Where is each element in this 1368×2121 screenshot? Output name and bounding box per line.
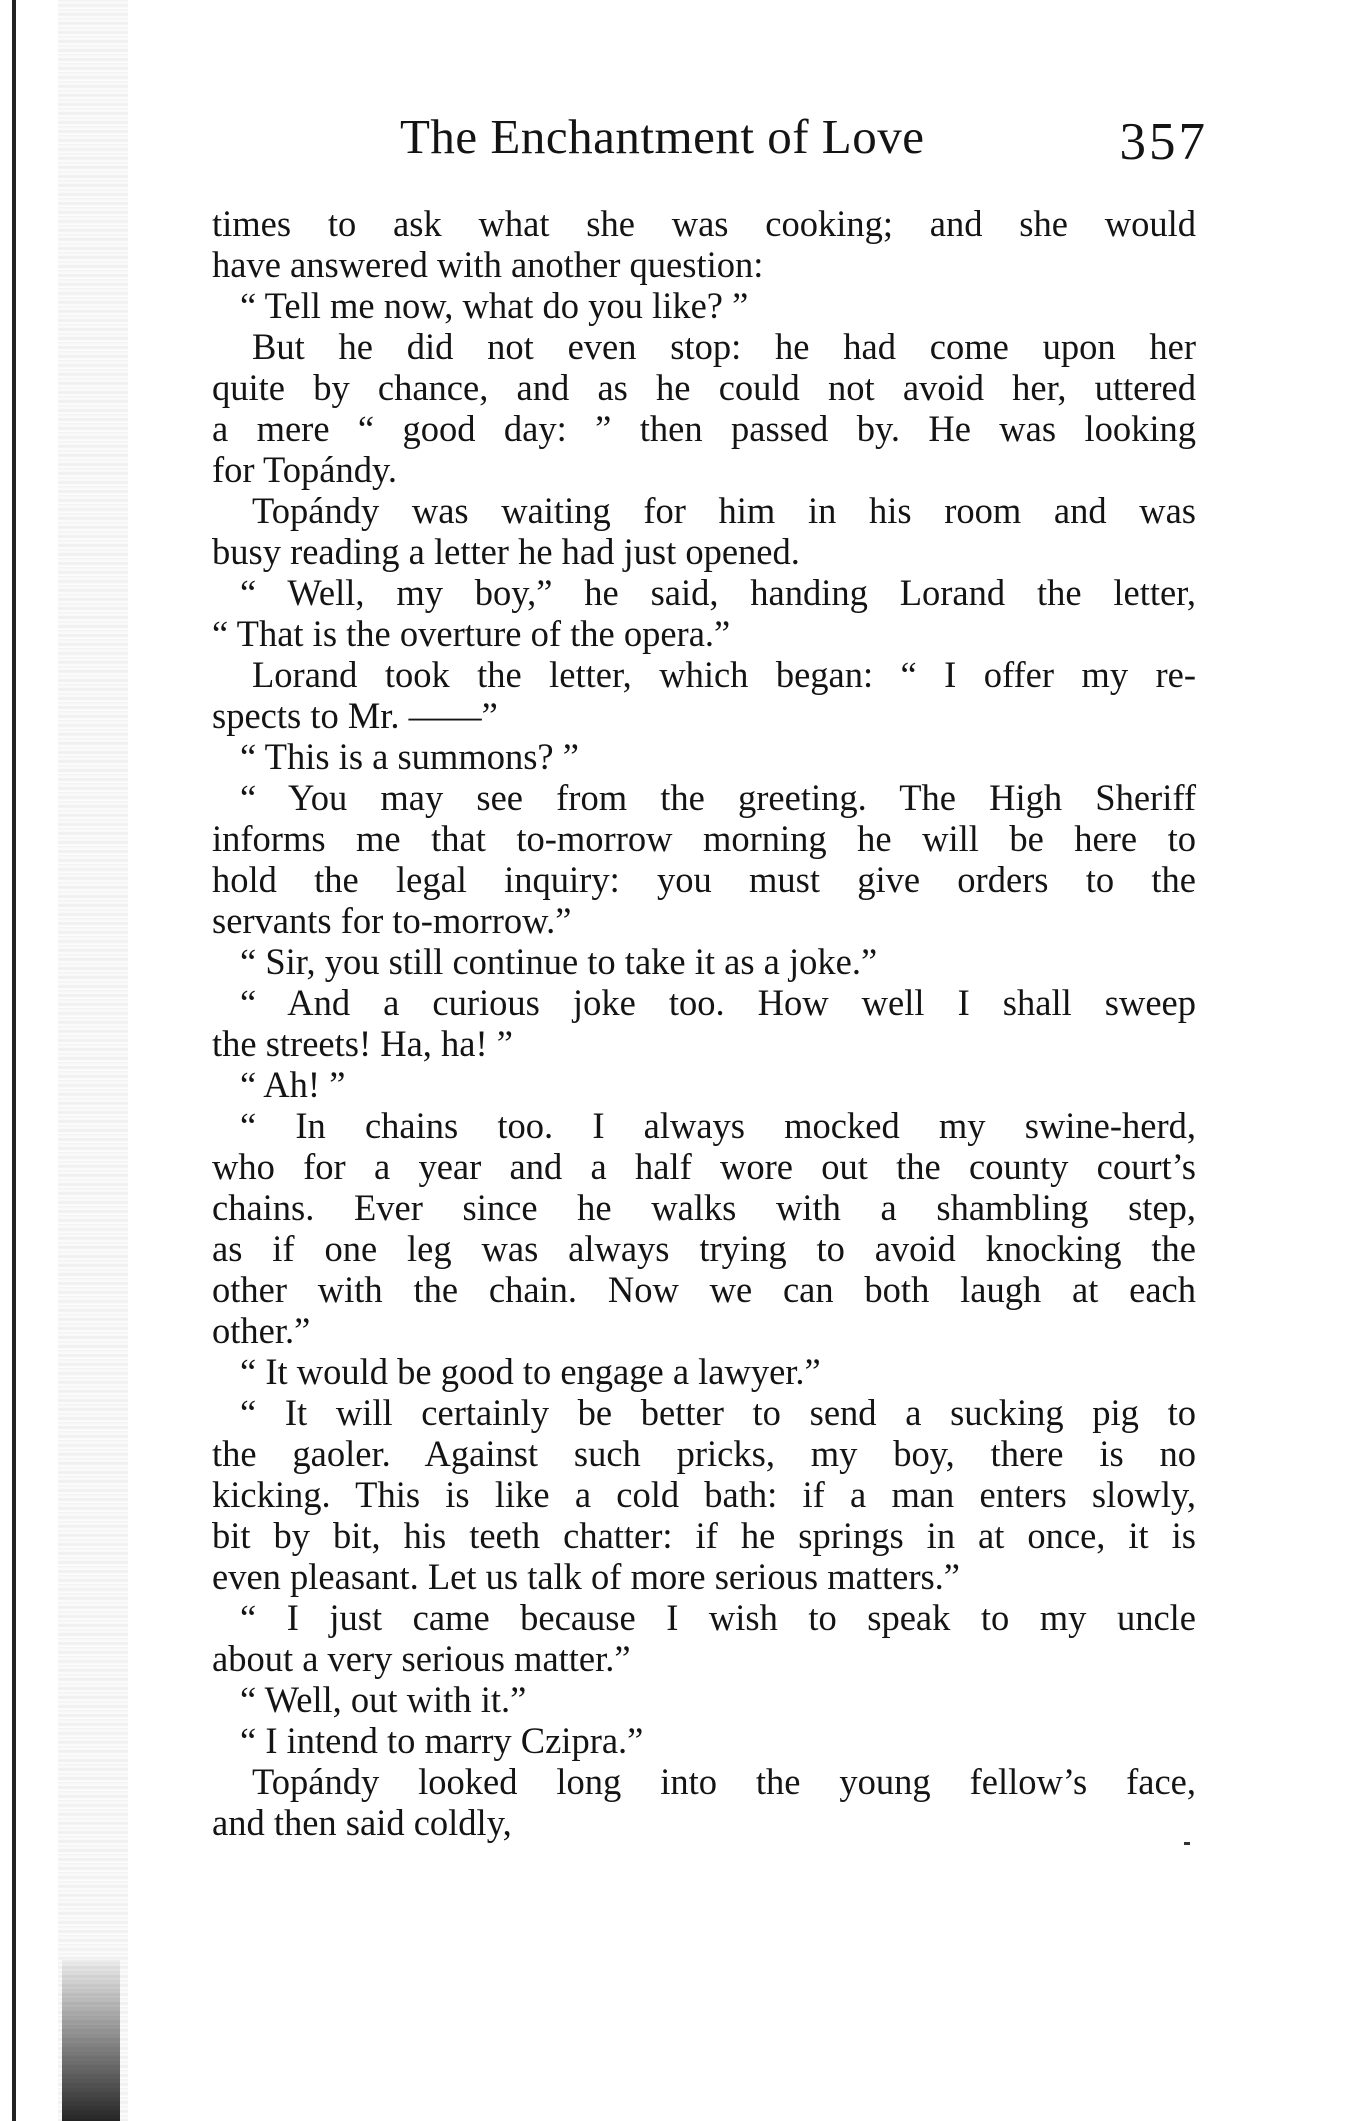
text-line: who for a year and a half wore out the county court’s bbox=[212, 1146, 1196, 1187]
text-line: “ It will certainly be better to send a sucking pig to bbox=[240, 1392, 1196, 1433]
text-line: other.” bbox=[212, 1310, 311, 1351]
text-line: other with the chain. Now we can both laugh at each bbox=[212, 1269, 1196, 1310]
text-line: “ Sir, you still continue to take it as a joke.” bbox=[240, 941, 878, 982]
text-line: “ Ah! ” bbox=[240, 1064, 346, 1105]
text-line: “ In chains too. I always mocked my swine-herd, bbox=[240, 1105, 1196, 1146]
text-line: informs me that to-morrow morning he will be here to bbox=[212, 818, 1196, 859]
text-line: But he did not even stop: he had come upon her bbox=[252, 326, 1196, 367]
binding-edge-line bbox=[12, 0, 16, 2121]
text-line: even pleasant. Let us talk of more serious matters.” bbox=[212, 1556, 961, 1597]
text-line: the gaoler. Against such pricks, my boy, there is no bbox=[212, 1433, 1196, 1474]
text-line: “ This is a summons? ” bbox=[240, 736, 579, 777]
binding-ink-blot bbox=[62, 1960, 120, 2121]
text-line: bit by bit, his teeth chatter: if he springs in at once, it is bbox=[212, 1515, 1196, 1556]
text-line: quite by chance, and as he could not avoid her, uttered bbox=[212, 367, 1196, 408]
text-line: “ I just came because I wish to speak to my uncle bbox=[240, 1597, 1196, 1638]
text-line: kicking. This is like a cold bath: if a man enters slowly, bbox=[212, 1474, 1196, 1515]
text-line: “ It would be good to engage a lawyer.” bbox=[240, 1351, 821, 1392]
text-line: Topándy was waiting for him in his room and was bbox=[252, 490, 1196, 531]
text-line: a mere “ good day: ” then passed by. He was looking bbox=[212, 408, 1196, 449]
text-line: spects to Mr. ——” bbox=[212, 695, 498, 736]
text-line: have answered with another question: bbox=[212, 244, 764, 285]
text-line: “ And a curious joke too. How well I shall sweep bbox=[240, 982, 1196, 1023]
text-line: “ Well, out with it.” bbox=[240, 1679, 527, 1720]
page-number: 357 bbox=[1119, 113, 1208, 171]
running-title: The Enchantment of Love bbox=[400, 109, 925, 164]
text-line: “ That is the overture of the opera.” bbox=[212, 613, 731, 654]
text-line: “ Tell me now, what do you like? ” bbox=[240, 285, 749, 326]
text-line: as if one leg was always trying to avoid knocking the bbox=[212, 1228, 1196, 1269]
text-line: busy reading a letter he had just opened. bbox=[212, 531, 800, 572]
text-line: the streets! Ha, ha! ” bbox=[212, 1023, 513, 1064]
text-line: “ I intend to marry Czipra.” bbox=[240, 1720, 644, 1761]
binding-shadow bbox=[58, 0, 128, 2121]
text-line: Topándy looked long into the young fellow’s face, bbox=[252, 1761, 1196, 1802]
text-line: hold the legal inquiry: you must give orders to the bbox=[212, 859, 1196, 900]
text-line: servants for to-morrow.” bbox=[212, 900, 572, 941]
page-header bbox=[212, 108, 1208, 178]
text-line: chains. Ever since he walks with a shambling step, bbox=[212, 1187, 1196, 1228]
text-line: about a very serious matter.” bbox=[212, 1638, 631, 1679]
text-line: Lorand took the letter, which began: “ I offer my re- bbox=[252, 654, 1196, 695]
text-line: “ You may see from the greeting. The High Sheriff bbox=[240, 777, 1196, 818]
text-line: and then said coldly, bbox=[212, 1802, 512, 1843]
stray-ink-mark bbox=[1184, 1842, 1190, 1845]
text-line: “ Well, my boy,” he said, handing Lorand the letter, bbox=[240, 572, 1196, 613]
body-text bbox=[212, 203, 1196, 1843]
text-line: times to ask what she was cooking; and she would bbox=[212, 203, 1196, 244]
text-line: for Topándy. bbox=[212, 449, 397, 490]
